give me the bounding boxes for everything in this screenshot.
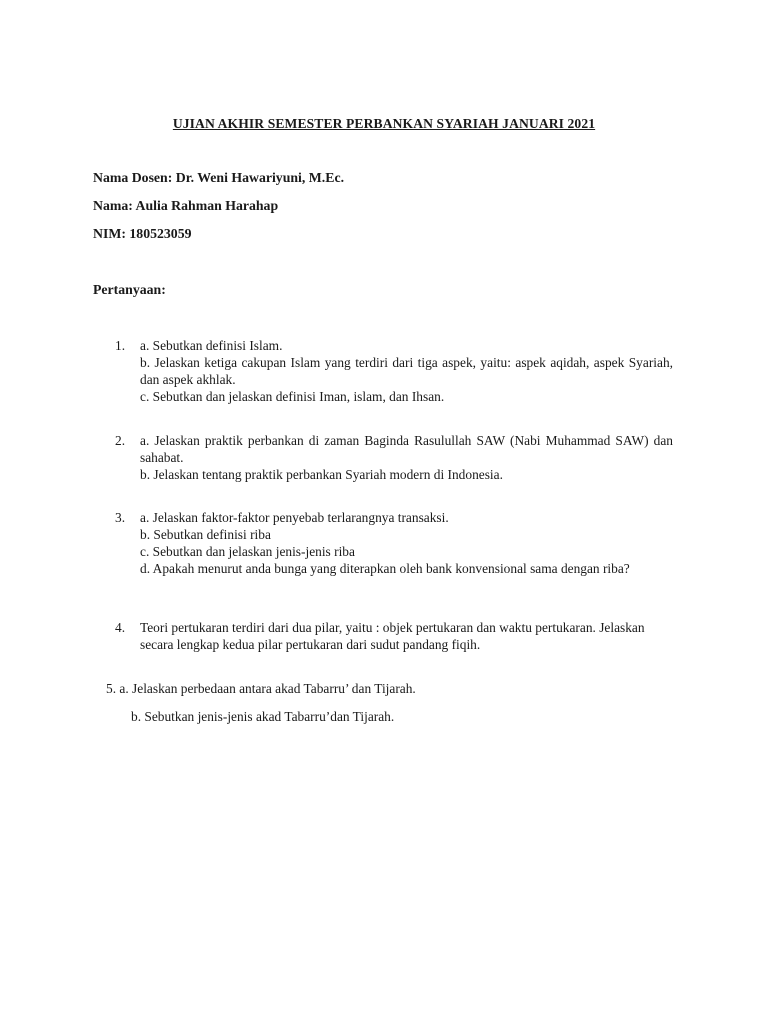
student-name: Nama: Aulia Rahman Harahap — [93, 198, 279, 213]
question-number: 4. — [115, 620, 126, 635]
question-part: b. Sebutkan definisi riba — [140, 527, 271, 542]
question-part: b. Jelaskan tentang praktik perbankan Syariah modern di Indonesia. — [140, 467, 503, 482]
question-part: c. Sebutkan dan jelaskan definisi Iman, islam, dan Ihsan. — [140, 389, 445, 404]
question-number: 5. — [106, 681, 117, 696]
question-number: 3. — [115, 510, 126, 525]
question-part: a. Sebutkan definisi Islam. — [140, 338, 283, 353]
student-nim: NIM: 180523059 — [93, 226, 192, 241]
question-part: d. Apakah menurut anda bunga yang diterapkan oleh bank konvensional sama dengan riba? — [140, 561, 630, 576]
question-5 — [106, 680, 416, 697]
question-number: 1. — [115, 338, 126, 353]
questions-heading: Pertanyaan: — [93, 282, 166, 297]
question-part: Teori pertukaran terdiri dari dua pilar, yaitu : objek pertukaran dan waktu pertukaran. Jelaskan secara lengkap kedua pilar pertukaran dari sudut pandang fiqih. — [140, 620, 645, 652]
question-part: a. Jelaskan perbedaan antara akad Tabarru’ dan Tijarah. — [119, 681, 416, 696]
document-title: UJIAN AKHIR SEMESTER PERBANKAN SYARIAH JANUARI 2021 — [172, 116, 596, 131]
question-number: 2. — [115, 433, 126, 448]
question-part: c. Sebutkan dan jelaskan jenis-jenis riba — [140, 544, 355, 559]
question-part: a. Jelaskan praktik perbankan di zaman Baginda Rasulullah SAW (Nabi Muhammad SAW) dan sahabat. — [140, 433, 673, 465]
question-5-part-b: b. Sebutkan jenis-jenis akad Tabarru’dan Tijarah. — [131, 709, 395, 724]
lecturer-name: Nama Dosen: Dr. Weni Hawariyuni, M.Ec. — [93, 170, 345, 185]
question-part: a. Jelaskan faktor-faktor penyebab terlarangnya transaksi. — [140, 510, 449, 525]
question-part: b. Jelaskan ketiga cakupan Islam yang terdiri dari tiga aspek, yaitu: aspek aqidah, aspek Syariah, dan aspek akhlak. — [140, 355, 673, 387]
